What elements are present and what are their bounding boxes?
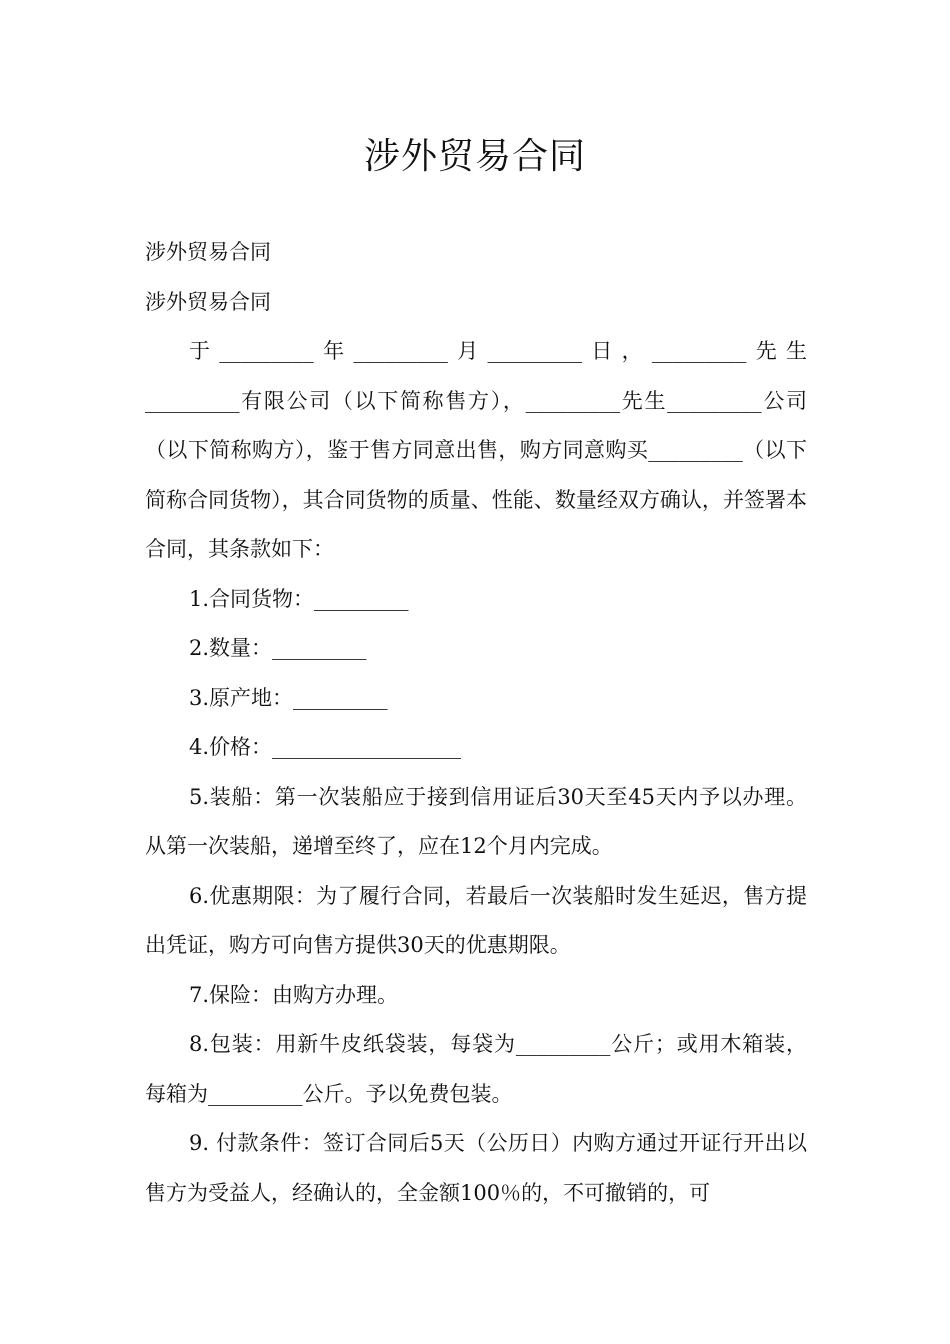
document-body — [145, 228, 807, 1218]
clause-8-packing: 8.包装：用新牛皮纸袋装，每袋为_________公斤；或用木箱装，每箱为_________公斤。予以免费包装。 — [145, 1032, 807, 1106]
clause-4-price: 4.价格：__________________ — [189, 735, 462, 759]
document-title: 涉外贸易合同 — [363, 136, 586, 177]
paragraph-subtitle-2: 涉外贸易合同 — [145, 289, 271, 314]
clause-2-quantity: 2.数量：_________ — [189, 636, 367, 660]
clause-7-insurance: 7.保险：由购方办理。 — [189, 982, 399, 1007]
clause-9-payment: 9. 付款条件：签订合同后5天（公历日）内购方通过开证行开出以售方为受益人，经确认的，全金额100％的，不可撤销的，可 — [145, 1131, 807, 1205]
clause-5-shipment: 5.装船：第一次装船应于接到信用证后30天至45天内予以办理。从第一次装船，递增至终了，应在12个月内完成。 — [145, 784, 807, 858]
paragraph-subtitle-1: 涉外贸易合同 — [145, 240, 271, 264]
clause-1-goods: 1.合同货物：_________ — [189, 586, 409, 611]
paragraph-preamble: 于_________年_________月_________日，_________先生_________有限公司（以下简称售方），_________先生_________公司（以下简称购方），鉴于售方同意出售，购方同意购买_________（以下简称合同货物），其合同货物的质量、性能、数量经双方确认，并签署本合同，其条款如下： — [145, 339, 807, 561]
clause-6-grace-period: 6.优惠期限：为了履行合同，若最后一次装船时发生延迟，售方提出凭证，购方可向售方提供30天的优惠期限。 — [145, 883, 807, 957]
clause-3-origin: 3.原产地：_________ — [189, 685, 388, 710]
